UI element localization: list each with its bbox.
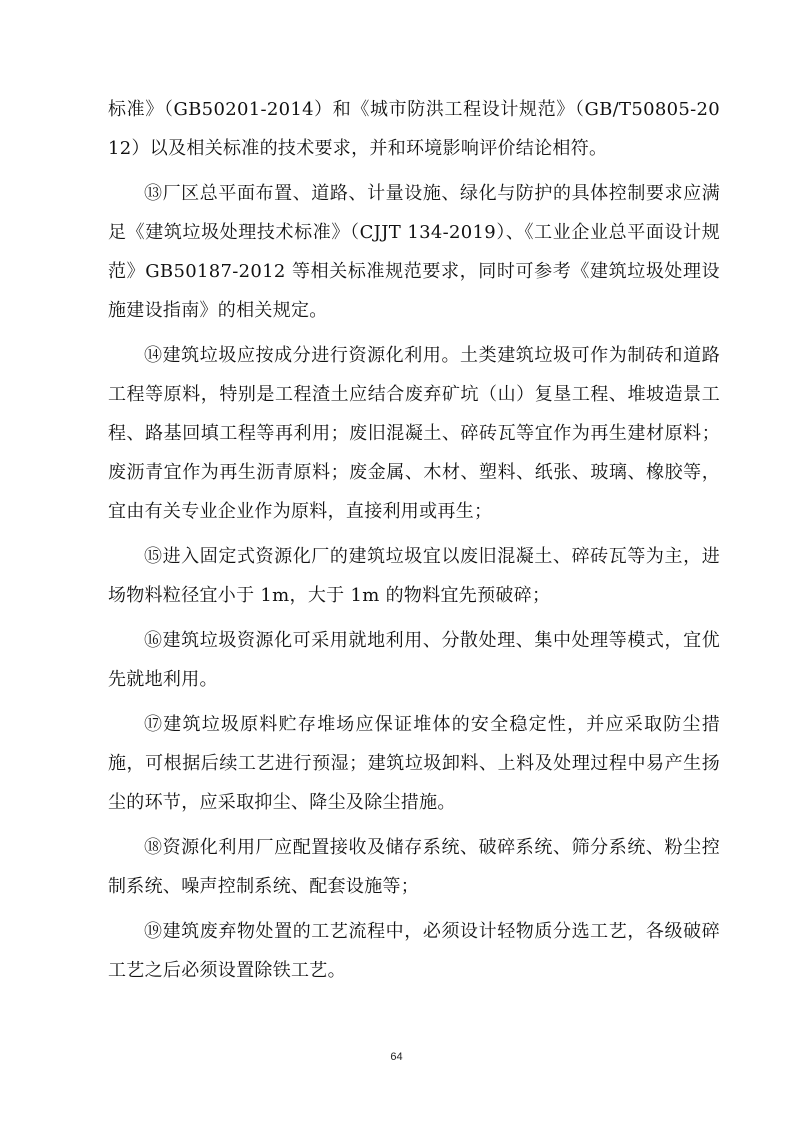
paragraph-item-17: ⑰建筑垃圾原料贮存堆场应保证堆体的安全稳定性，并应采取防尘措施，可根据后续工艺进行预湿；建筑垃圾卸料、上料及处理过程中易产生扬尘的环节，应采取抑尘、降尘及除尘措施。	[108, 714, 720, 813]
paragraph-item-16: ⑯建筑垃圾资源化可采用就地利用、分散处理、集中处理等模式，宜优先就地利用。	[108, 630, 720, 690]
paragraph-item-18: ⑱资源化利用厂应配置接收及储存系统、破碎系统、筛分系统、粉尘控制系统、噪声控制系统、配套设施等；	[108, 837, 720, 897]
paragraph-item-14: ⑭建筑垃圾应按成分进行资源化利用。土类建筑垃圾可作为制砖和道路工程等原料，特别是工程渣土应结合废弃矿坑（山）复垦工程、堆坡造景工程、路基回填工程等再利用；废旧混凝土、碎砖瓦等宜作为再生建材原料；废沥青宜作为再生沥青原料；废金属、木材、塑料、纸张、玻璃、橡胶等，宜由有关专业企业作为原料，直接利用或再生；	[108, 345, 720, 522]
paragraph-continuation: 标准》（GB50201-2014）和《城市防洪工程设计规范》（GB/T50805-2012）以及相关标准的技术要求，并和环境影响评价结论相符。	[108, 99, 720, 159]
page-number: 64	[390, 1051, 403, 1063]
paragraph-item-15: ⑮进入固定式资源化厂的建筑垃圾宜以废旧混凝土、碎砖瓦等为主，进场物料粒径宜小于 1m，大于 1m 的物料宜先预破碎；	[108, 546, 720, 606]
paragraph-item-13: ⑬厂区总平面布置、道路、计量设施、绿化与防护的具体控制要求应满足《建筑垃圾处理技术标准》（CJJT 134-2019）、《工业企业总平面设计规范》GB50187-2012 等相关标准规范要求，同时可参考《建筑垃圾处理设施建设指南》的相关规定。	[108, 183, 720, 321]
document-body	[108, 90, 720, 996]
paragraph-item-19: ⑲建筑废弃物处置的工艺流程中，必须设计轻物质分选工艺，各级破碎工艺之后必须设置除铁工艺。	[108, 921, 720, 981]
